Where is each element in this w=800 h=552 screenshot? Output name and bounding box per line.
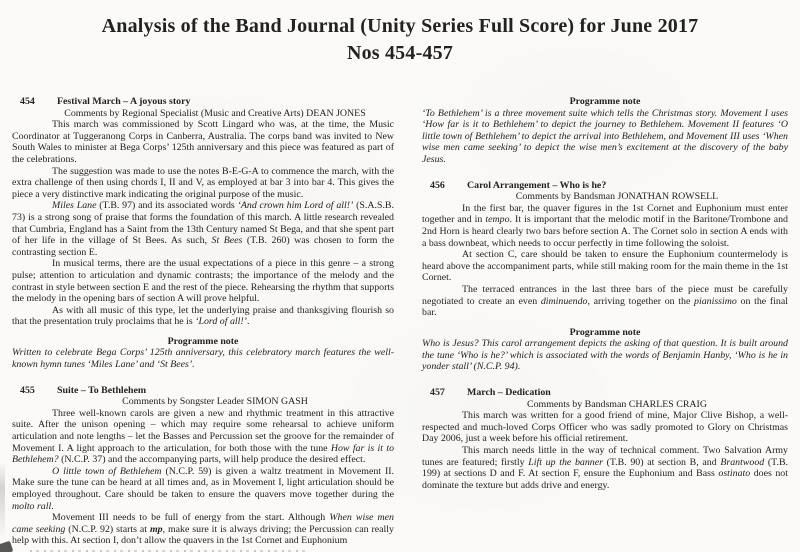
emphasis-run: St Bees — [211, 235, 243, 247]
section-title: Carol Arrangement – Who is he? — [467, 179, 607, 191]
body-paragraph — [422, 203, 788, 249]
programme-note-heading: Programme note — [569, 326, 641, 338]
text-run: Three well-known carols are given a new and rhythmic treatment in this attractive suite. After the unison opening – which may require some rehearsal to achieve uniform articulation and note lengths – let the Basses and Percussion set the groove for the remainder of Movement I. A light approach to the articulation, for both those with the tune — [12, 407, 394, 454]
emphasis-run: ‘Lord of all!’ — [195, 316, 247, 328]
emphasis-run: pianissimo — [694, 295, 737, 307]
section-title: Suite – To Bethlehem — [57, 384, 147, 396]
body-paragraph: At section C, care should be taken to ensure the Euphonium countermelody is heard above the accompaniment parts, while still making room for the main theme in the 1st Cornet. — [422, 249, 788, 284]
text-run: As with all music of this type, let the underlying praise and thanksgiving flourish so that the presentation truly proclaims that he is — [12, 304, 394, 328]
text-run: This march needs little in the way of technical comment. Two Salvation Army tunes are featured; firstly — [422, 445, 788, 468]
body-paragraph: This march was commissioned by Scott Lingard who was, at the time, the Music Coordinator at Tuggeranong Corps in Canberra, Australia. The corps band was invited to New South Wales to minister at Bega Corps’ 125th anniversary and this piece was featured as part of the celebrations. — [12, 119, 394, 165]
emphasis-run: When wise men came seeking — [12, 512, 394, 535]
body-paragraph — [12, 408, 394, 466]
text-run: (S.A.S.B. 73) is a strong song of praise that forms the foundation of this march. A little research revealed that Cumbria, England has a Saint from the 13th Century named St Bega, and that she spent part of her life in the village of St Bees. As such, — [12, 200, 394, 247]
text-run: In the first bar, the quaver figures in the 1st Cornet and Euphonium must enter together and in — [422, 202, 788, 226]
body-paragraph — [422, 445, 788, 491]
emphasis-run: ostinato — [718, 468, 751, 480]
text-run: (T.B. 260) was chosen to form the contrasting section E. — [12, 235, 394, 258]
body-paragraph: The suggestion was made to use the notes B-E-G-A to commence the march, with the extra challenge of then using chords I, II and V, as employed at bar 3 into bar 4. This gives the piece a very distinctive mark indicating the original purpose of the music. — [12, 165, 394, 200]
text-run: . — [246, 316, 250, 328]
comments-byline: Comments by Songster Leader SIMON GASH — [122, 396, 308, 408]
two-column-body — [0, 96, 800, 547]
text-run: (T.B. 199) at sections D and F. At section F, ensure the Euphonium and Bass — [422, 456, 789, 480]
emphasis-run: diminuendo — [540, 295, 588, 307]
emphasis-run: O little town of Bethlehem — [52, 465, 162, 477]
text-run: . It is important that the melodic motif in the Baritone/Trombone and 2nd Horn is heard clearly two bars before section A. The Cornet solo in section A ends with a bass downbeat, which needs to occur perfectly in time following the soloist. — [422, 214, 788, 249]
emphasis-run: tempo — [485, 214, 510, 226]
page-title — [0, 13, 800, 67]
scan-smudge-artifact — [0, 462, 5, 540]
body-paragraph — [12, 466, 394, 512]
title-line-2: Nos 454-457 — [346, 42, 454, 64]
text-run: (N.C.P. 37) and the accompanying parts, will help produce the desired effect. — [58, 454, 366, 466]
column-right — [422, 96, 788, 547]
body-paragraph — [12, 512, 394, 547]
section-heading — [422, 180, 788, 192]
emphasis-run: ‘And crown him Lord of all!’ — [237, 200, 354, 212]
section-heading — [422, 387, 788, 399]
text-run: (T.B. 97) and its associated words — [96, 200, 238, 212]
emphasis-run: Brantwood — [720, 456, 765, 468]
section-heading — [12, 96, 394, 108]
body-paragraph — [422, 284, 788, 319]
comments-byline: Comments by Bandsman JONATHAN ROWSELL — [515, 191, 719, 203]
emphasis-run: mp — [149, 523, 163, 535]
programme-note-paragraph: Written to celebrate Bega Corps’ 125th anniversary, this celebratory march features the well-known hymn tunes ‘Miles Lane’ and ‘St Bees’. — [12, 347, 394, 371]
text-run: The terraced entrances in the last three bars of the piece must be carefully negotiated to create an even — [422, 283, 788, 307]
title-line-1: Analysis of the Band Journal (Unity Series Full Score) for June 2017 — [101, 15, 699, 37]
text-run: (N.C.P. 92) starts at — [65, 523, 150, 535]
emphasis-run: Miles Lane — [52, 200, 97, 212]
programme-note-heading: Programme note — [569, 96, 641, 107]
body-paragraph: This march was written for a good friend of mine, Major Clive Bishop, a well-respected and much-loved Corps Officer who was sadly promoted to Glory on Christmas Day 2006, just a week before his official retirement. — [422, 410, 788, 445]
text-run: Movement III needs to be full of energy from the start. Although — [52, 512, 330, 524]
emphasis-run: How far is it to Bethlehem? — [12, 442, 395, 466]
text-run: (N.C.P. 59) is given a waltz treatment in Movement II. Make sure the tune can be heard at all times and, as in Movement I, light articulation should be employed throughout. Care should be taken to ensure the quavers move together during the — [12, 465, 395, 500]
text-run: . — [51, 500, 54, 512]
programme-note-heading: Programme note — [167, 335, 239, 347]
comments-byline: Comments by Regional Specialist (Music and Creative Arts) DEAN JONES — [64, 107, 366, 119]
section-number: 456 — [430, 179, 445, 191]
programme-note-paragraph: Who is Jesus? This carol arrangement depicts the asking of that question. It is built around the tune ‘Who is he?’ which is associated with the words of Benjamin Hanby, ‘Who is he in yonder stall’ (N.C.P. 94). — [422, 338, 788, 373]
programme-note-paragraph: ‘To Bethlehem’ is a three movement suite which tells the Christmas story. Movement I uses ‘How far is it to Bethlehem’ to depict the journey to Bethlehem. Movement II features ‘O little town of Bethlehem’ to depict the arrival into Bethlehem, and Movement III uses ‘When wise men came seeking’ to depict the wise men’s excitement at the discovery of the baby Jesus. — [422, 107, 788, 165]
text-run: (T.B. 90) at section B, and — [602, 456, 721, 468]
section-heading — [12, 385, 394, 397]
emphasis-run: molto rall — [12, 500, 52, 512]
text-run: does not dominate the texture but adds drive and energy. — [422, 468, 788, 491]
section-title: March – Dedication — [467, 387, 551, 399]
body-paragraph: In musical terms, there are the usual expectations of a piece in this genre – a strong pulse; attention to articulation and dynamic contrasts; the importance of the melody and the contrast in style between section E and the rest of the piece. Rehearsing the rhythm that supports the melody in the opening bars of section A will prove helpful. — [12, 258, 394, 305]
comments-byline: Comments by Bandsman CHARLES CRAIG — [527, 398, 707, 410]
section-number: 457 — [430, 387, 445, 399]
section-title: Festival March – A joyous story — [57, 96, 191, 107]
column-left — [12, 96, 394, 547]
section-number: 455 — [20, 384, 35, 396]
body-paragraph — [12, 305, 394, 328]
text-run: on the final bar. — [422, 295, 788, 319]
text-run: , make sure it is always driving; the Percussion can really help with this. At section I, don’t allow the quavers in the 1st Cornet and Euphonium — [12, 523, 394, 547]
emphasis-run: Lift up the banner — [528, 456, 603, 468]
section-number: 454 — [20, 96, 35, 107]
body-paragraph — [12, 200, 394, 258]
text-run: , arriving together on the — [587, 295, 695, 307]
